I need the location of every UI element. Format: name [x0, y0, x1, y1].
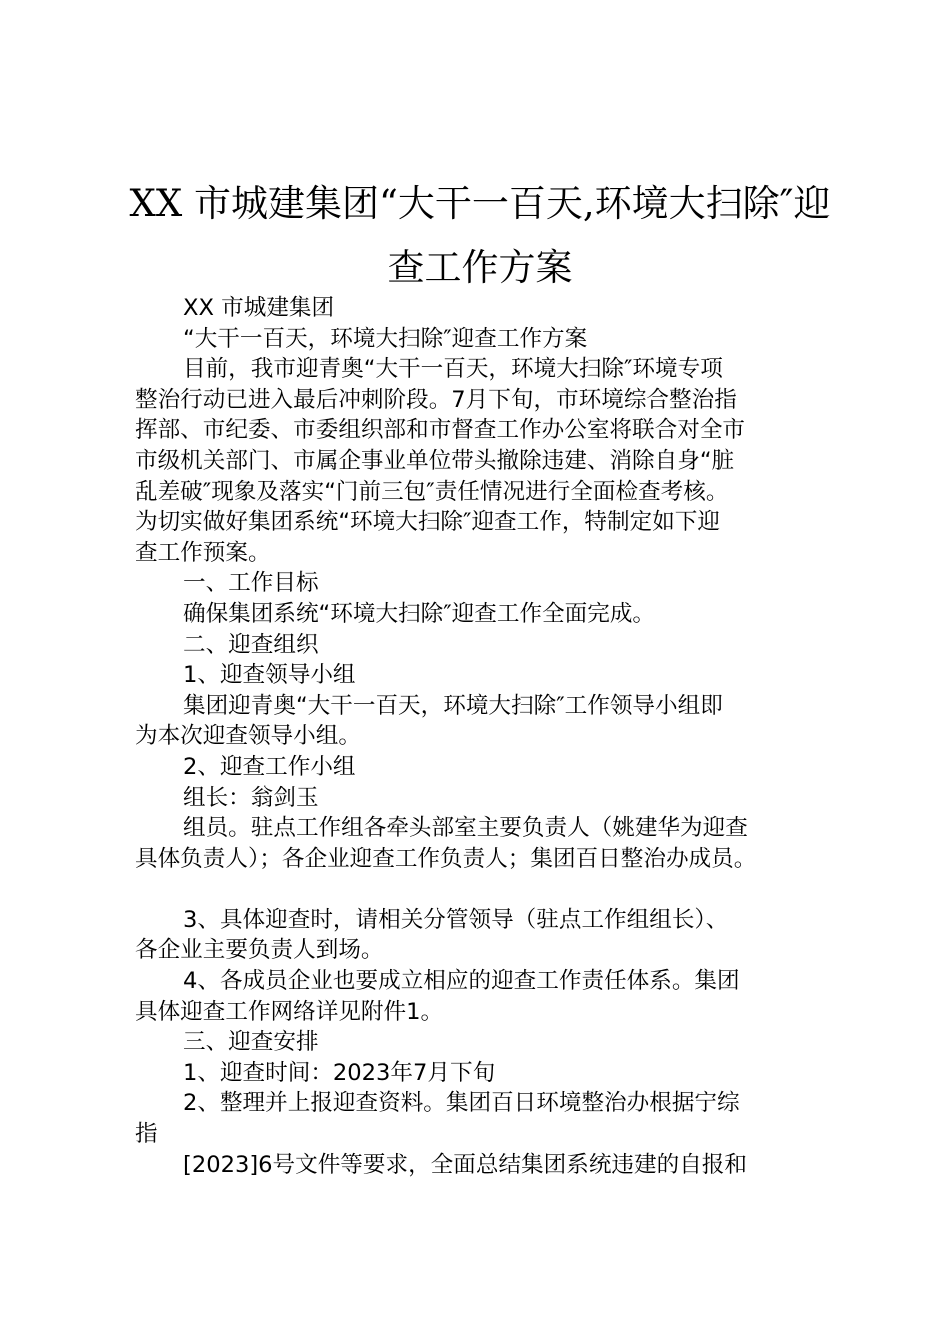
paragraph-line: 3、具体迎查时，请相关分管领导（驻点工作组组长）、 [183, 906, 729, 933]
paragraph-line: 集团迎青奥“大干一百天，环境大扫除″工作领导小组即 [183, 692, 723, 719]
paragraph-line: 组员。驻点工作组各牵头部室主要负责人（姚建华为迎查 [183, 815, 748, 842]
paragraph-line: 指 [135, 1121, 158, 1148]
document-body [135, 293, 835, 1180]
blank-line [135, 874, 835, 905]
paragraph-line: 查工作预案。 [135, 539, 271, 566]
paragraph-line: [2023]6号文件等要求，全面总结集团系统违建的自报和 [183, 1151, 747, 1178]
subsection-heading: 2、迎查工作小组 [183, 753, 356, 780]
paragraph-line: 具体负责人）；各企业迎查工作负责人；集团百日整治办成员。 [135, 845, 757, 872]
paragraph-line: 乱差破″现象及落实“门前三包″责任情况进行全面检查考核。 [135, 478, 729, 505]
org-name-line: XX 市城建集团 [183, 295, 335, 321]
paragraph-line: 为切实做好集团系统“环境大扫除″迎查工作，特制定如下迎 [135, 509, 720, 536]
section-heading: 三、迎查安排 [183, 1029, 319, 1056]
paragraph-line: 为本次迎查领导小组。 [135, 723, 361, 750]
subtitle-line: “大干一百天，环境大扫除″迎查工作方案 [183, 325, 588, 352]
paragraph-line: 1、迎查时间：2023年7月下旬 [183, 1059, 496, 1086]
subsection-heading: 1、迎查领导小组 [183, 662, 356, 689]
title-line-2: 查工作方案 [387, 246, 573, 289]
paragraph-line: 确保集团系统“环境大扫除″迎查工作全面完成。 [183, 600, 656, 627]
paragraph-line: 目前，我市迎青奥“大干一百天，环境大扫除″环境专项 [183, 356, 723, 383]
title-line-1: XX 市城建集团“大干一百天,环境大扫除″迎 [129, 182, 831, 225]
paragraph-line: 4、各成员企业也要成立相应的迎查工作责任体系。集团 [183, 968, 740, 995]
document-title [120, 172, 840, 300]
paragraph-line: 各企业主要负责人到场。 [135, 937, 384, 964]
paragraph-line: 挥部、市纪委、市委组织部和市督查工作办公室将联合对全市 [135, 417, 746, 444]
paragraph-line: 整治行动已进入最后冲刺阶段。7月下旬，市环境综合整治指 [135, 386, 737, 413]
section-heading: 二、迎查组织 [183, 631, 319, 658]
paragraph-line: 组长：翁剑玉 [183, 784, 319, 811]
paragraph-line: 2、整理并上报迎查资料。集团百日环境整治办根据宁综 [183, 1090, 740, 1117]
paragraph-line: 市级机关部门、市属企事业单位带头撤除违建、消除自身“脏 [135, 447, 735, 474]
section-heading: 一、工作目标 [183, 570, 319, 597]
paragraph-line: 具体迎查工作网络详见附件1。 [135, 998, 444, 1025]
